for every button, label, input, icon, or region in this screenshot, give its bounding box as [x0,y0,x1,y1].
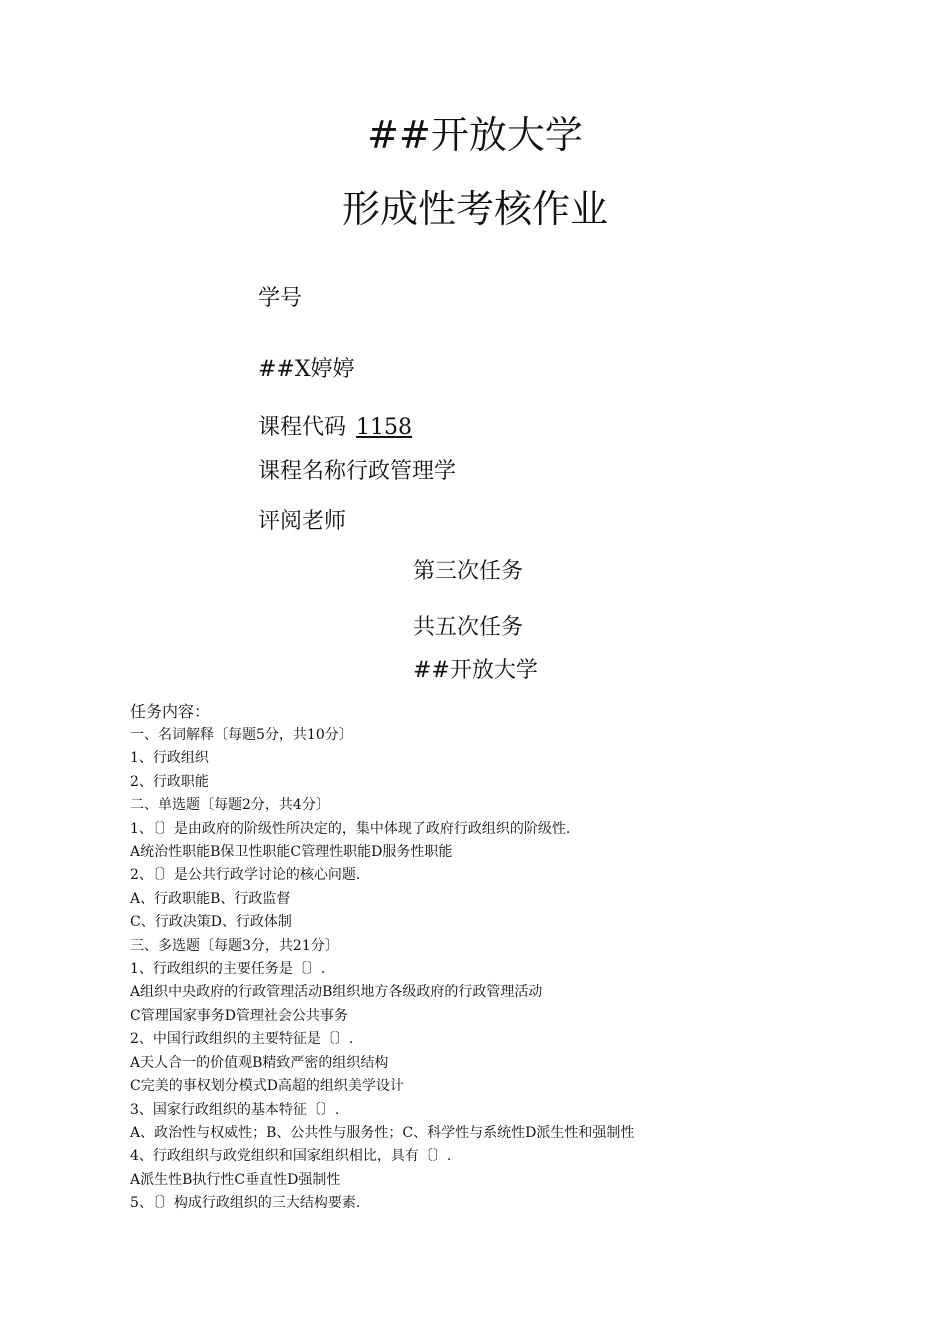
content-line: 2、中国行政组织的主要特征是〔〕. [130,1031,354,1048]
content-line: 5、〔〕构成行政组织的三大结构要素. [130,1195,361,1212]
content-line: A天人合一的价值观B精致严密的组织结构 [130,1054,389,1071]
course-name: 课程名称行政管理学 [258,459,457,484]
content-line: 4、行政组织与政党组织和国家组织相比，具有〔〕. [130,1148,452,1165]
task-university: ##开放大学 [413,658,538,683]
content-line: A组织中央政府的行政管理活动B组织地方各级政府的行政管理活动 [130,984,543,1001]
content-line: C管理国家事务D管理社会公共事务 [130,1007,348,1024]
content-line: A派生性B执行性C垂直性D强制性 [130,1171,341,1188]
content-heading: 任务内容： [130,702,211,721]
content-line: C、行政决策D、行政体制 [130,914,292,931]
course-code-row [258,414,412,442]
content-line: 2、〔〕是公共行政学讨论的核心问题. [130,867,361,884]
content-line: 一、名词解释〔每题5分，共10分〕 [130,727,353,743]
student-id-label: 学号 [258,286,303,311]
content-line: 二、单选题〔每题2分，共4分〕 [130,797,330,814]
task-content [130,700,830,1216]
content-line: 1、〔〕是由政府的阶级性所决定的，集中体现了政府行政组织的阶级性. [130,820,571,837]
content-line: 三、多选题〔每题3分，共21分〕 [130,937,339,954]
course-code-value: 1158 [356,415,413,440]
content-line: A、政治性与权威性；B、公共性与服务性；C、科学性与系统性D派生性和强制性 [130,1124,635,1141]
content-line: 1、行政组织的主要任务是〔〕. [130,961,326,978]
reviewer-label: 评阅老师 [258,509,347,534]
course-code-label: 课程代码 [258,415,347,440]
assignment-title: 形成性考核作业 [341,187,608,231]
content-line: A统治性职能B保卫性职能C管理性职能D服务性职能 [130,844,453,861]
university-title: ##开放大学 [367,113,583,157]
content-line: C完美的事权划分模式D高超的组织美学设计 [130,1078,404,1095]
student-name: ##X婷婷 [258,357,355,382]
content-line: 1、行政组织 [130,750,209,767]
content-line: A、行政职能B、行政监督 [130,890,291,907]
total-tasks: 共五次任务 [413,615,524,640]
content-line: 2、行政职能 [130,773,209,790]
content-line: 3、国家行政组织的基本特征〔〕. [130,1101,340,1118]
current-task: 第三次任务 [413,559,524,584]
